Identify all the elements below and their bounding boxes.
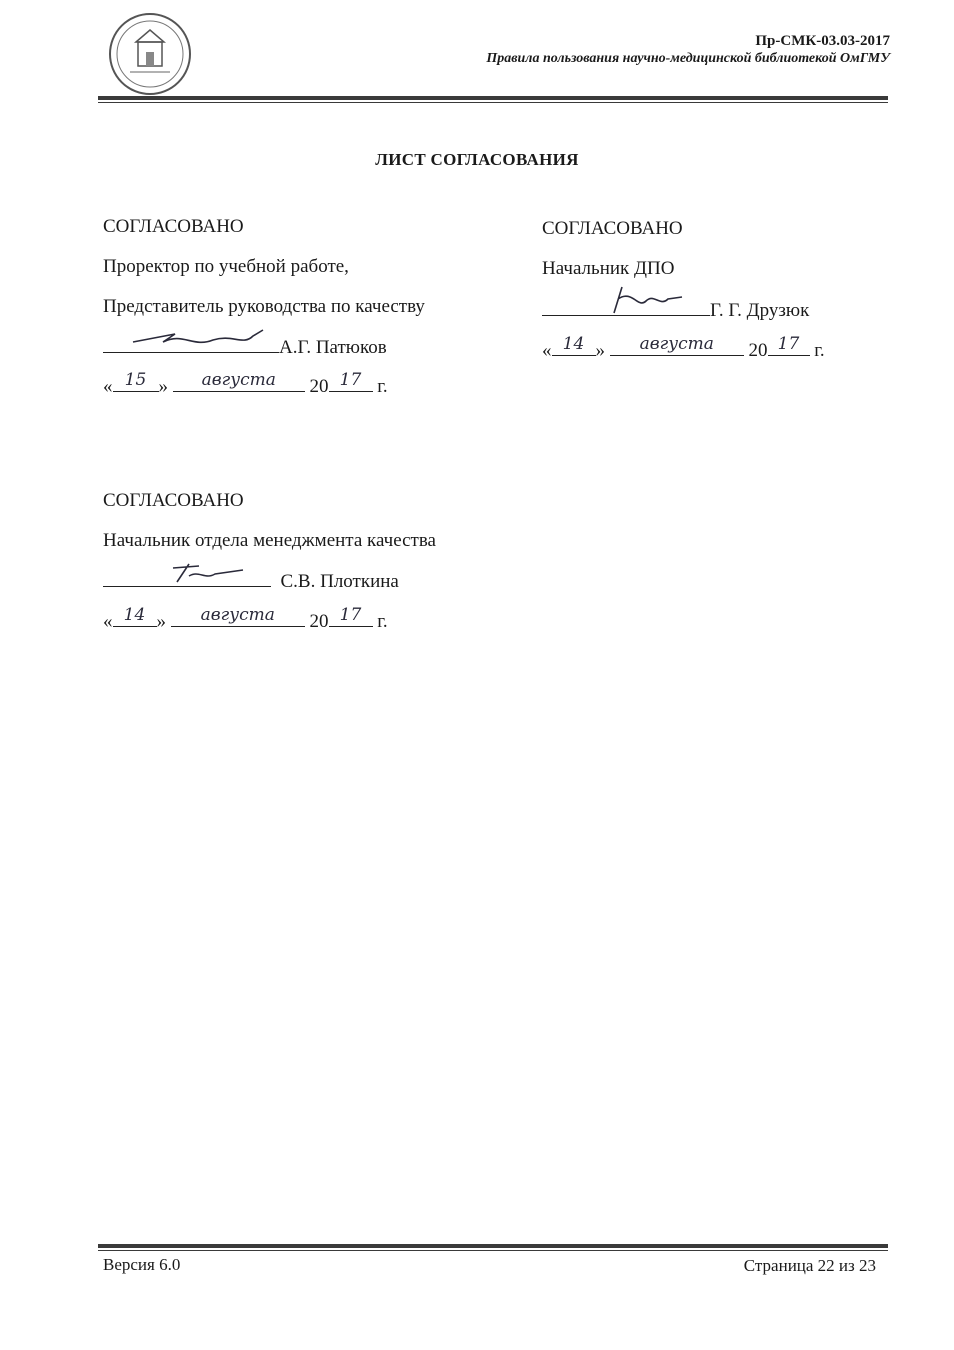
year-prefix: 20 <box>748 340 768 361</box>
page-title: ЛИСТ СОГЛАСОВАНИЯ <box>375 150 579 169</box>
university-seal-logo <box>108 12 192 96</box>
month-value: августа <box>639 334 714 354</box>
quote-close: » <box>158 376 168 397</box>
document-header-title: Правила пользования научно-медицинской библиотекой ОмГМУ <box>486 51 890 66</box>
quote-close: » <box>595 340 605 361</box>
year-field <box>768 334 810 356</box>
position-title-2: Представитель руководства по качеству <box>103 296 425 317</box>
quote-open: « <box>103 611 113 632</box>
signer-name: С.В. Плоткина <box>280 571 399 592</box>
position-title: Начальник ДПО <box>542 258 675 279</box>
year-field <box>329 370 373 392</box>
month-field <box>610 334 744 356</box>
day-value: 14 <box>562 334 585 354</box>
month-field <box>173 370 305 392</box>
day-value: 15 <box>124 370 147 390</box>
position-title: Проректор по учебной работе, <box>103 256 349 277</box>
year-abbrev: г. <box>377 611 388 632</box>
page-number: Страница 22 из 23 <box>743 1256 876 1275</box>
version-label: Версия 6.0 <box>103 1255 181 1274</box>
handwritten-signature <box>103 558 271 588</box>
agreed-heading: СОГЛАСОВАНО <box>103 216 244 237</box>
agreed-heading: СОГЛАСОВАНО <box>542 218 683 239</box>
agreed-heading: СОГЛАСОВАНО <box>103 490 244 511</box>
year-value: 17 <box>339 605 362 625</box>
position-title: Начальник отдела менеджмента качества <box>103 530 436 551</box>
year-field <box>329 605 373 627</box>
day-field <box>552 334 596 356</box>
signature-line <box>103 568 399 593</box>
document-code: Пр-СМК-03.03-2017 <box>755 33 890 49</box>
signature-field <box>542 297 710 316</box>
signer-name: А.Г. Патюков <box>279 337 387 358</box>
year-prefix: 20 <box>309 611 329 632</box>
month-value: августа <box>200 605 275 625</box>
day-field <box>113 605 157 627</box>
approval-date <box>103 605 388 633</box>
signature-field <box>103 568 271 587</box>
header-rule-thin <box>98 102 888 103</box>
signer-name: Г. Г. Друзюк <box>710 300 810 321</box>
quote-open: « <box>103 376 113 397</box>
footer-rule <box>98 1244 888 1248</box>
quote-open: « <box>542 340 552 361</box>
handwritten-signature <box>103 324 279 354</box>
signature-line <box>103 334 387 359</box>
handwritten-signature <box>542 283 710 317</box>
quote-close: » <box>156 611 166 632</box>
month-field <box>171 605 305 627</box>
month-value: августа <box>201 370 276 390</box>
signature-field <box>103 334 279 353</box>
day-value: 14 <box>123 605 146 625</box>
year-value: 17 <box>339 370 362 390</box>
year-value: 17 <box>777 334 800 354</box>
day-field <box>113 370 159 392</box>
year-abbrev: г. <box>814 340 825 361</box>
year-prefix: 20 <box>309 376 329 397</box>
signature-line <box>542 297 809 322</box>
year-abbrev: г. <box>377 376 388 397</box>
approval-date <box>103 370 388 398</box>
approval-date <box>542 334 825 362</box>
footer-rule-thin <box>98 1250 888 1251</box>
header-rule <box>98 96 888 100</box>
